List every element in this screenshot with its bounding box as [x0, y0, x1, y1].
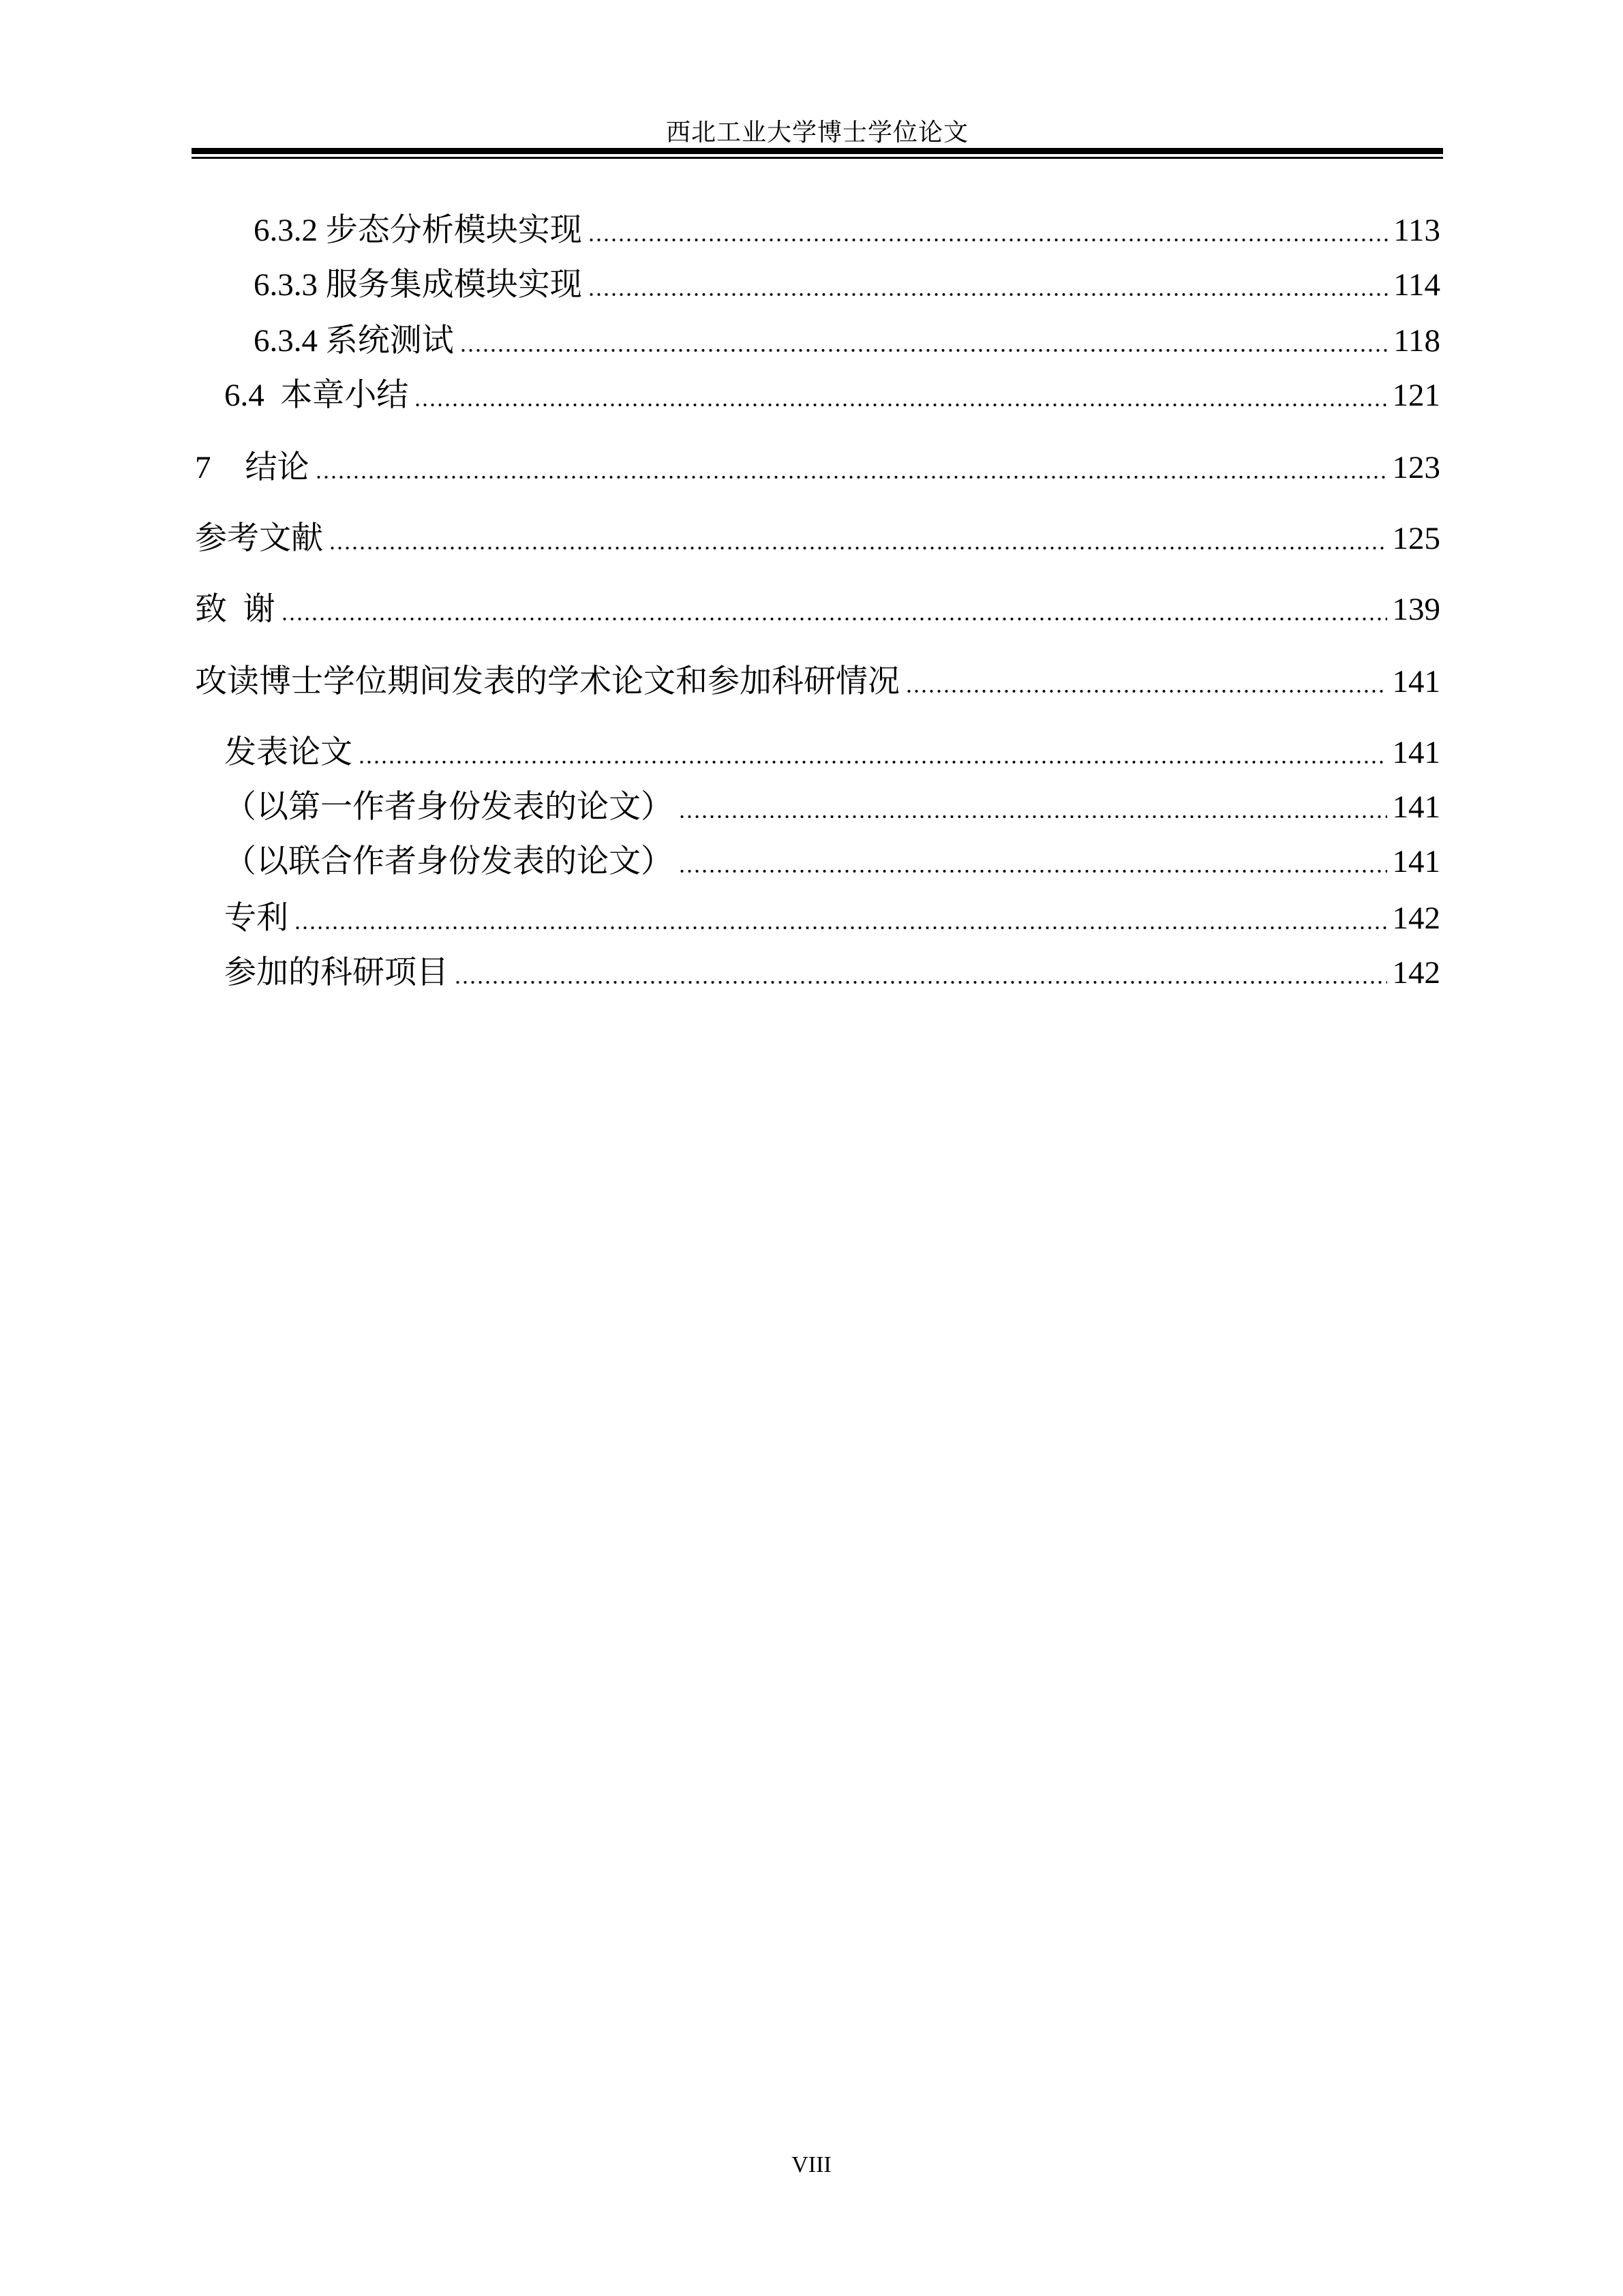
- toc-entry-references[interactable]: [195, 518, 1440, 559]
- dot-leader: [414, 403, 1386, 407]
- toc-entry-page: 142: [1392, 955, 1440, 991]
- toc-entry-label: 攻读博士学位期间发表的学术论文和参加科研情况: [195, 664, 900, 699]
- toc-entry-patents[interactable]: [224, 898, 1440, 939]
- toc-entry-publications-research[interactable]: [195, 661, 1440, 702]
- toc-entry-label: 发表论文: [224, 735, 352, 770]
- toc-entry-page: 118: [1393, 323, 1440, 359]
- toc-entry-label: 参考文献: [195, 521, 323, 556]
- toc-entry-label: （以联合作者身份发表的论文）: [224, 844, 673, 879]
- page-number: VIII: [791, 2152, 832, 2177]
- toc-entry-label: 专利: [224, 901, 288, 936]
- dot-leader: [358, 760, 1387, 764]
- toc-entry-label: 结论: [245, 450, 309, 485]
- toc-entry-first-author-papers[interactable]: [224, 787, 1440, 828]
- toc-entry-co-author-papers[interactable]: [224, 841, 1440, 882]
- toc-entry-acknowledgements[interactable]: [195, 589, 1440, 630]
- dot-leader: [294, 926, 1387, 930]
- dot-leader: [588, 238, 1388, 242]
- dot-leader: [588, 292, 1388, 297]
- dot-leader: [905, 689, 1387, 693]
- toc-entry-label: 6.3.4 系统测试: [254, 323, 454, 359]
- toc-entry-6-3-2[interactable]: [254, 210, 1440, 251]
- toc-chapter-number: 7: [195, 450, 211, 485]
- toc-entry-page: 142: [1392, 901, 1440, 936]
- toc-entry-label: 6.3.2 步态分析模块实现: [254, 213, 582, 248]
- toc-entry-page: 113: [1393, 213, 1440, 248]
- toc-entry-6-4[interactable]: [224, 375, 1440, 416]
- toc-entry-chapter-7[interactable]: [195, 447, 1440, 488]
- dot-leader: [678, 869, 1387, 873]
- toc-entry-page: 114: [1393, 267, 1440, 303]
- toc-entry-label: 参加的科研项目: [224, 955, 449, 991]
- toc-entry-6-3-4[interactable]: [254, 320, 1440, 361]
- toc-entry-6-3-3[interactable]: [254, 265, 1440, 305]
- toc-entry-label: 6.4 本章小结: [224, 378, 409, 413]
- toc-entry-label: 6.3.3 服务集成模块实现: [254, 267, 582, 303]
- toc-entry-page: 141: [1392, 664, 1440, 699]
- toc-entry-page: 125: [1392, 521, 1440, 556]
- toc-entry-page: 141: [1392, 735, 1440, 770]
- dot-leader: [315, 475, 1387, 479]
- toc-entry-page: 141: [1392, 789, 1440, 825]
- toc-entry-research-projects[interactable]: [224, 952, 1440, 993]
- dot-leader: [454, 980, 1387, 984]
- dot-leader: [329, 546, 1387, 550]
- dot-leader: [459, 348, 1388, 352]
- dot-leader: [678, 815, 1387, 819]
- running-header-title: 西北工业大学博士学位论文: [665, 119, 969, 146]
- toc-entry-published-papers[interactable]: [224, 732, 1440, 773]
- toc-entry-page: 141: [1392, 844, 1440, 879]
- table-of-contents: [0, 0, 1623, 1091]
- toc-entry-label: 致 谢: [195, 592, 275, 627]
- toc-entry-label: （以第一作者身份发表的论文）: [224, 789, 673, 825]
- dot-leader: [281, 617, 1387, 621]
- toc-entry-page: 121: [1392, 378, 1440, 413]
- toc-entry-page: 123: [1392, 450, 1440, 485]
- toc-entry-page: 139: [1392, 592, 1440, 627]
